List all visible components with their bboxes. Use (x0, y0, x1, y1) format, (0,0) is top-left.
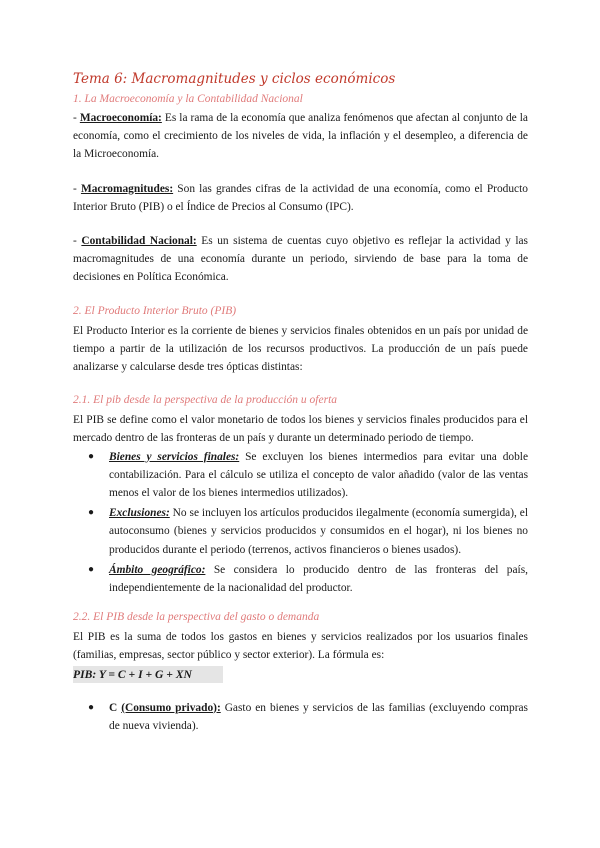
definition-macroeconomia: - Macroeconomía: Es la rama de la economía que analiza fenómenos que afectan al conjunto de la economía, como el crecimiento de los niveles de vida, la inflación y el desempleo, a diferencia de la Microeconomía. (73, 112, 528, 161)
list-item: ● Ámbito geográfico: Se considera lo producido dentro de las fronteras del país, independientemente de la nacionalidad del productor. (109, 561, 528, 597)
section-2-1-bullets (73, 448, 528, 598)
term-macromagnitudes: Macromagnitudes: (80, 182, 174, 195)
section-2-2-paragraph: El PIB es la suma de todos los gastos en bienes y servicios realizados por los usuarios finales (familias, empresas, sector público y sector exterior). La fórmula es: (73, 631, 528, 662)
list-item: ● C (Consumo privado): Gasto en bienes y servicios de las familias (excluyendo compras de nueva vivienda). (109, 699, 528, 735)
term-contabilidad-nacional: Contabilidad Nacional: (81, 235, 197, 248)
definition-contabilidad-nacional: - Contabilidad Nacional: Es un sistema de cuentas cuyo objetivo es reflejar la actividad y las macromagnitudes de una economía durante un periodo, sirviendo de base para la toma de decisiones en Política Económica. (73, 235, 528, 284)
section-1-heading: 1. La Macroeconomía y la Contabilidad Nacional (73, 93, 303, 105)
list-item: ● Bienes y servicios finales: Se excluyen los bienes intermedios para evitar una doble contabilización. Para el cálculo se utiliza el concepto de valor añadido (valor de las ventas menos el valor de los bienes intermedios utilizados). (109, 448, 528, 503)
section-2-paragraph: El Producto Interior es la corriente de bienes y servicios finales obtenidos en un país por unidad de tiempo a partir de la utilización de los recursos productivos. La producción de un país puede analizarse y calcularse desde tres ópticas distintas: (73, 324, 528, 374)
term-macroeconomia: Macroeconomía: (79, 112, 162, 124)
document-page (73, 70, 528, 737)
section-2-1-heading: 2.1. El pib desde la perspectiva de la producción u oferta (73, 394, 338, 407)
document-title: Tema 6: Macromagnitudes y ciclos económicos (73, 71, 396, 87)
bullet-icon: ● (88, 507, 95, 519)
section-2-heading: 2. El Producto Interior Bruto (PIB) (73, 304, 237, 317)
bullet-icon: ● (88, 701, 95, 713)
bullet-icon: ● (88, 563, 95, 575)
definition-macromagnitudes: - Macromagnitudes: Son las grandes cifras de la actividad de una economía, como el Producto Interior Bruto (PIB) o el Índice de Precios al Consumo (IPC). (73, 182, 528, 213)
list-item: ● Exclusiones: No se incluyen los artículos producidos ilegalmente (economía sumergida), el autoconsumo (bienes y servicios producidos y consumidos en el hogar), ni los bienes no producidos durante el periodo (terrenos, activos financieros o bienes usados). (109, 504, 528, 559)
section-2-2-bullets (73, 699, 528, 735)
bullet-icon: ● (88, 450, 95, 462)
section-2-2-heading: 2.2. El PIB desde la perspectiva del gasto o demanda (73, 611, 320, 624)
section-2-1-paragraph: El PIB se define como el valor monetario de todos los bienes y servicios finales producidos para el mercado dentro de las fronteras de un país y durante un determinado periodo de tiempo. (73, 414, 528, 445)
pib-formula: PIB: Y = C + I + G + XN (73, 666, 223, 683)
